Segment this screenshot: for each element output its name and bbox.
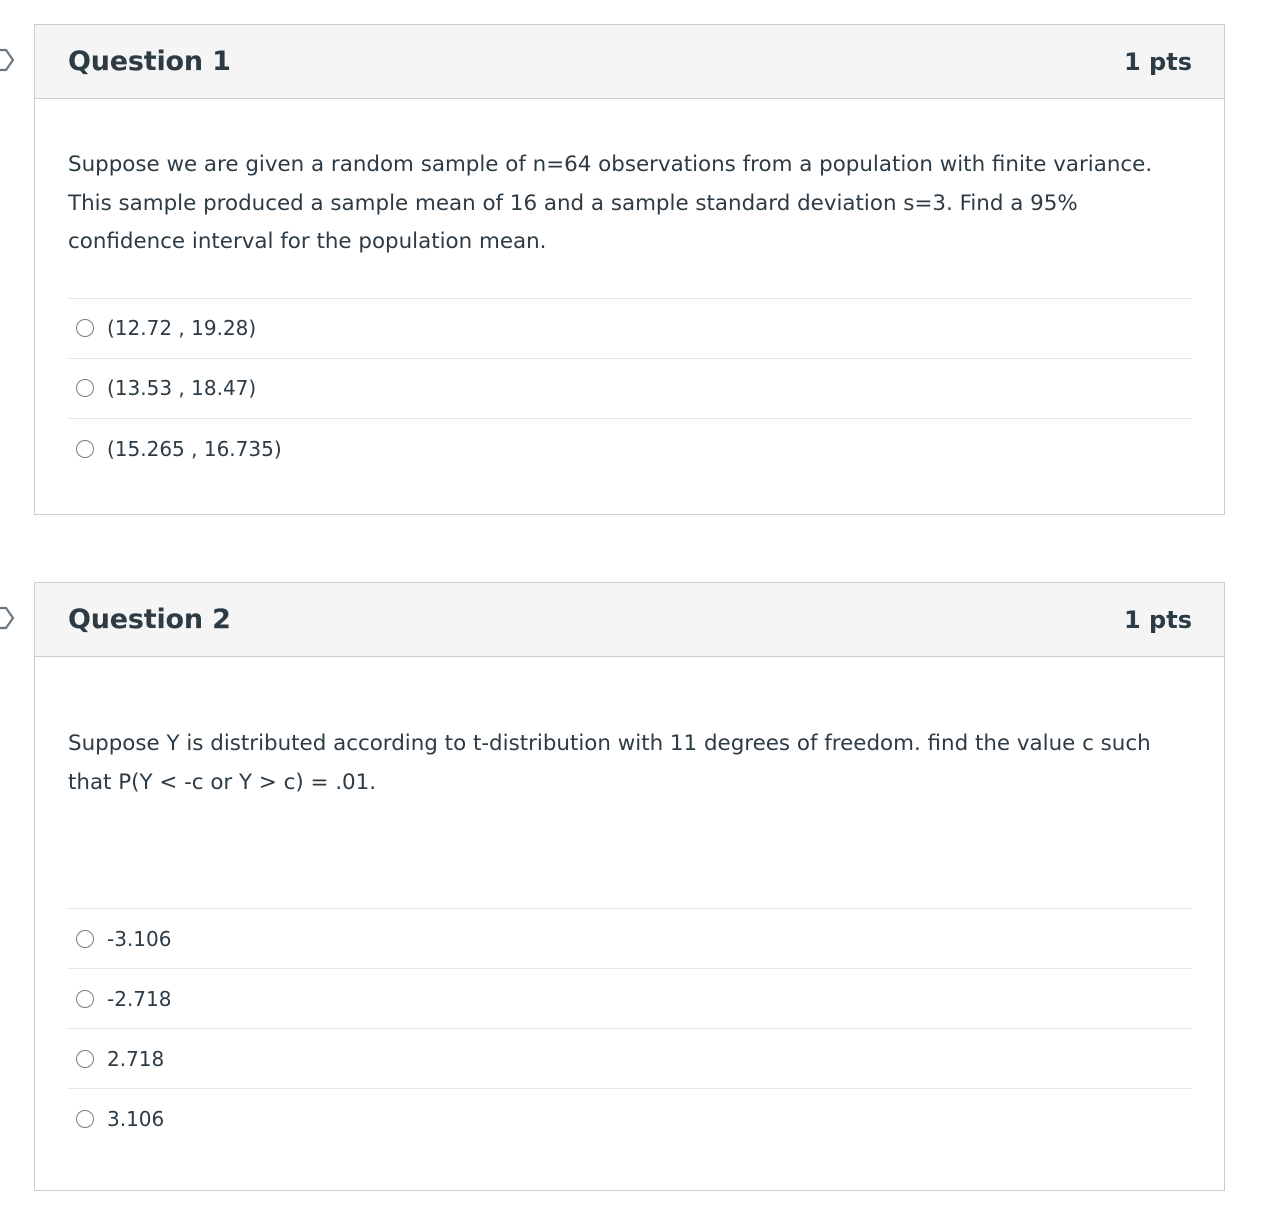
question-header — [35, 583, 1224, 657]
radio-button[interactable] — [76, 319, 94, 337]
answer-option[interactable] — [68, 419, 1192, 479]
answer-label: (12.72 , 19.28) — [107, 316, 257, 340]
radio-button[interactable] — [76, 1110, 94, 1128]
radio-button[interactable] — [76, 440, 94, 458]
question-title: Question 1 — [68, 46, 231, 77]
answer-label: 3.106 — [107, 1107, 165, 1131]
question-card — [34, 24, 1225, 515]
question-title: Question 2 — [68, 604, 231, 635]
question-points: 1 pts — [1124, 47, 1192, 76]
question-points: 1 pts — [1124, 605, 1192, 634]
answer-option[interactable] — [68, 299, 1192, 359]
answer-list — [68, 298, 1192, 479]
answer-option[interactable] — [68, 1089, 1192, 1149]
answer-option[interactable] — [68, 1029, 1192, 1089]
answer-label: 2.718 — [107, 1046, 165, 1071]
radio-button[interactable] — [76, 930, 94, 948]
question-card — [34, 582, 1225, 1191]
answer-label: (15.265 , 16.735) — [107, 436, 282, 461]
flag-question-icon[interactable] — [0, 606, 16, 630]
answer-list — [68, 908, 1192, 1149]
answer-option[interactable] — [68, 359, 1192, 419]
answer-option[interactable] — [68, 969, 1192, 1029]
answer-label: (13.53 , 18.47) — [107, 376, 257, 400]
flag-question-icon[interactable] — [0, 48, 16, 72]
question-text: Suppose we are given a random sample of n=64 observations from a population with finite variance. This sample produced a sample mean of 16 and a sample standard deviation s=3. Find a 95% confidence interval for the population mean. — [68, 152, 1153, 254]
question-header — [35, 25, 1224, 99]
answer-label: -3.106 — [107, 926, 172, 951]
answer-label: -2.718 — [107, 986, 172, 1011]
question-body — [35, 657, 1224, 1149]
question-body — [35, 99, 1224, 479]
radio-button[interactable] — [76, 1050, 94, 1068]
radio-button[interactable] — [76, 990, 94, 1008]
radio-button[interactable] — [76, 379, 94, 397]
answer-option[interactable] — [68, 909, 1192, 969]
question-text: Suppose Y is distributed according to t-distribution with 11 degrees of freedom. find the value c such that P(Y < -c or Y > c) = .01. — [68, 731, 1151, 795]
